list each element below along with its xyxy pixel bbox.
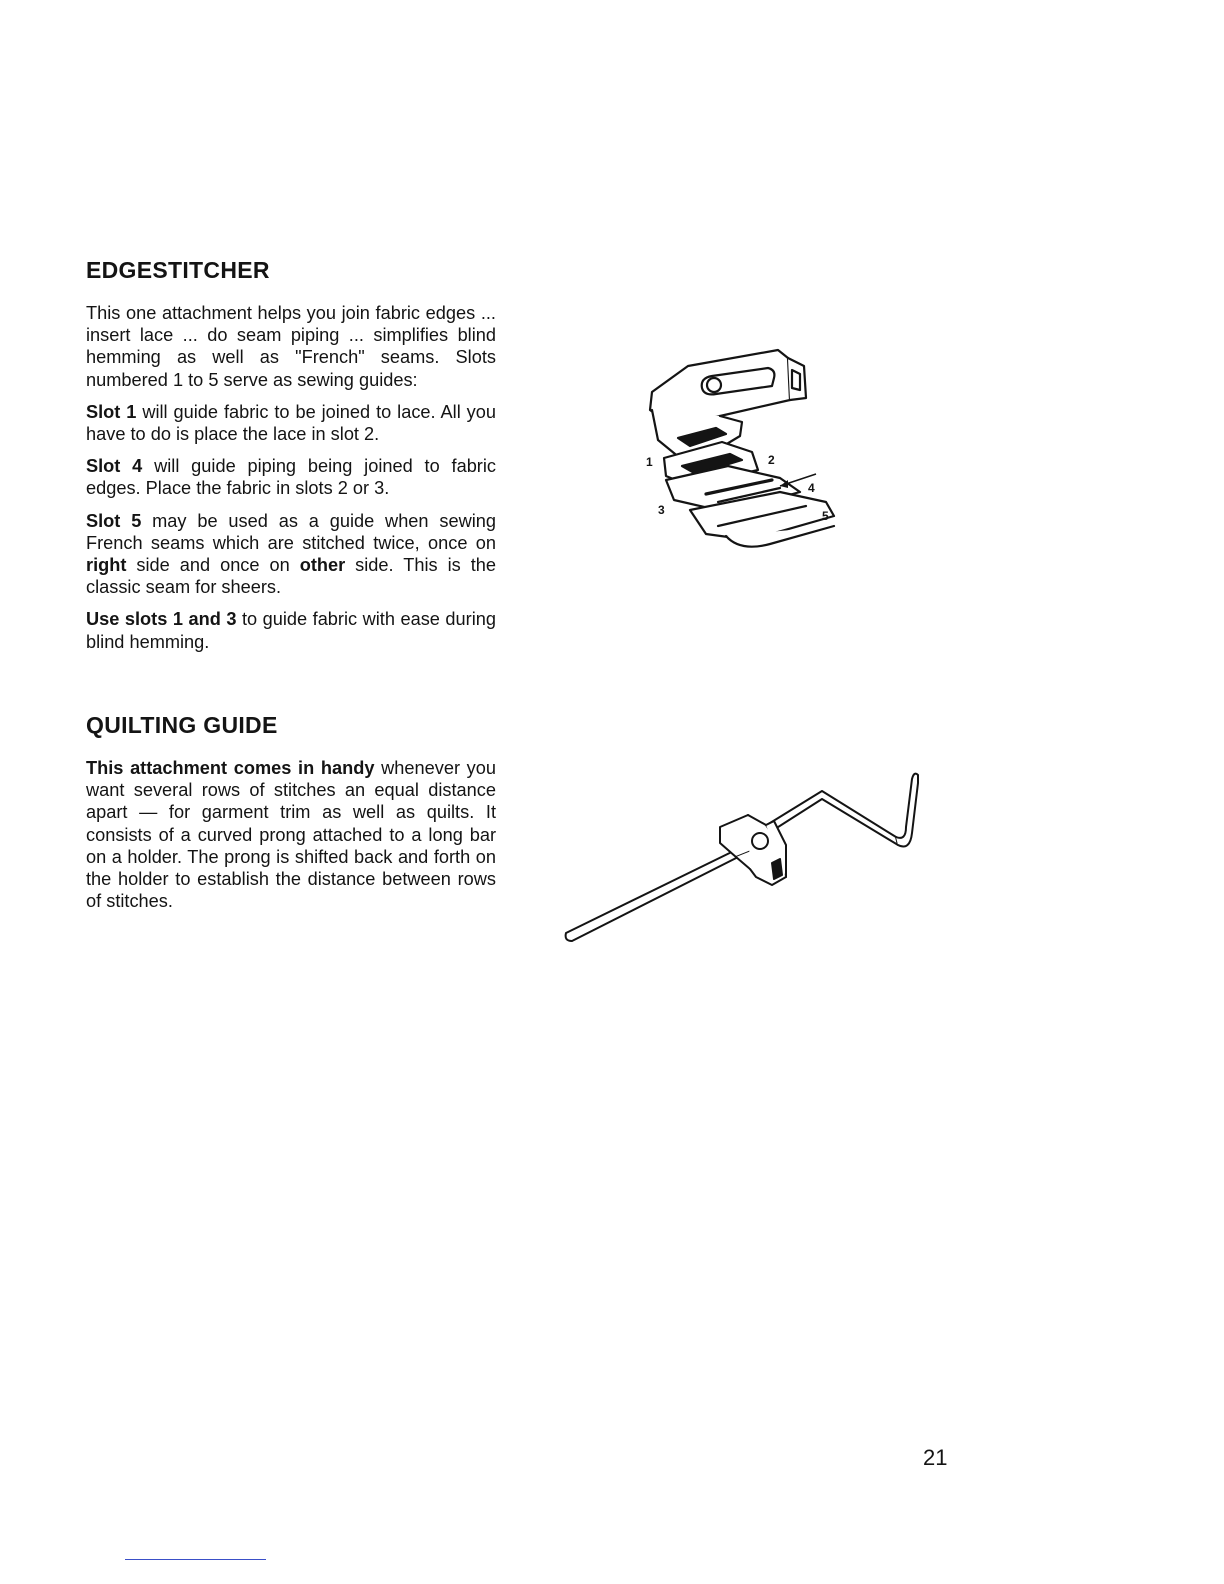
edgestitcher-attachment-icon bbox=[630, 330, 850, 570]
slot-5-paragraph bbox=[86, 510, 496, 599]
callout-2: 2 bbox=[768, 453, 775, 467]
quilting-guide-attachment-icon bbox=[560, 765, 940, 955]
quilting-guide-body: whenever you want several rows of stitches an equal distance apart — for garment trim as well as quilts. It consists of a curved prong attached to a long bar on a holder. The prong is shifted back and forth on the holder to establish the distance between rows of stitches. bbox=[86, 758, 497, 912]
callout-3: 3 bbox=[658, 503, 665, 517]
quilting-guide-text bbox=[86, 757, 496, 922]
slot-1-paragraph bbox=[86, 401, 496, 445]
quilting-guide-heading: QUILTING GUIDE bbox=[86, 712, 278, 738]
slot-1-label: Slot 1 bbox=[86, 401, 137, 422]
callout-4: 4 bbox=[808, 481, 815, 495]
edgestitcher-heading: EDGESTITCHER bbox=[86, 257, 270, 283]
slot-5-text-b: side and once on bbox=[126, 555, 300, 576]
slot-4-label: Slot 4 bbox=[86, 456, 143, 477]
slot-4-text: will guide piping being joined to fabric edges. Place the fabric in slots 2 or 3. bbox=[86, 456, 496, 499]
slots-1-3-label: Use slots 1 and 3 bbox=[86, 609, 237, 630]
slots-1-3-text: to guide fabric with ease during blind hemming. bbox=[86, 609, 496, 652]
slots-1-3-paragraph bbox=[86, 608, 496, 652]
callout-1: 1 bbox=[646, 455, 653, 469]
callout-5: 5 bbox=[822, 509, 829, 523]
other-emphasis: other bbox=[299, 555, 346, 576]
edgestitcher-text bbox=[86, 302, 496, 663]
slot-5-label: Slot 5 bbox=[86, 510, 142, 531]
slot-1-text: will guide fabric to be joined to lace. All you have to do is place the lace in slot 2. bbox=[86, 401, 496, 445]
quilting-guide-paragraph bbox=[86, 757, 496, 912]
edgestitcher-intro-paragraph: This one attachment helps you join fabric edges ... insert lace ... do seam piping ... simplifies blind hemming as well as "French" seams. Slots numbered 1 to 5 serve as sewing guides: bbox=[86, 303, 496, 390]
slot-5-text-c: side. This is the classic seam for sheers. bbox=[86, 555, 496, 598]
quilting-guide-lead: This attachment comes in handy bbox=[86, 758, 375, 778]
footer-rule bbox=[125, 1559, 266, 1560]
slot-5-text-a: may be used as a guide when sewing French seams which are stitched twice, once on bbox=[86, 510, 496, 553]
right-emphasis: right bbox=[86, 555, 127, 576]
page-number: 21 bbox=[923, 1445, 948, 1470]
slot-4-paragraph bbox=[86, 455, 496, 499]
